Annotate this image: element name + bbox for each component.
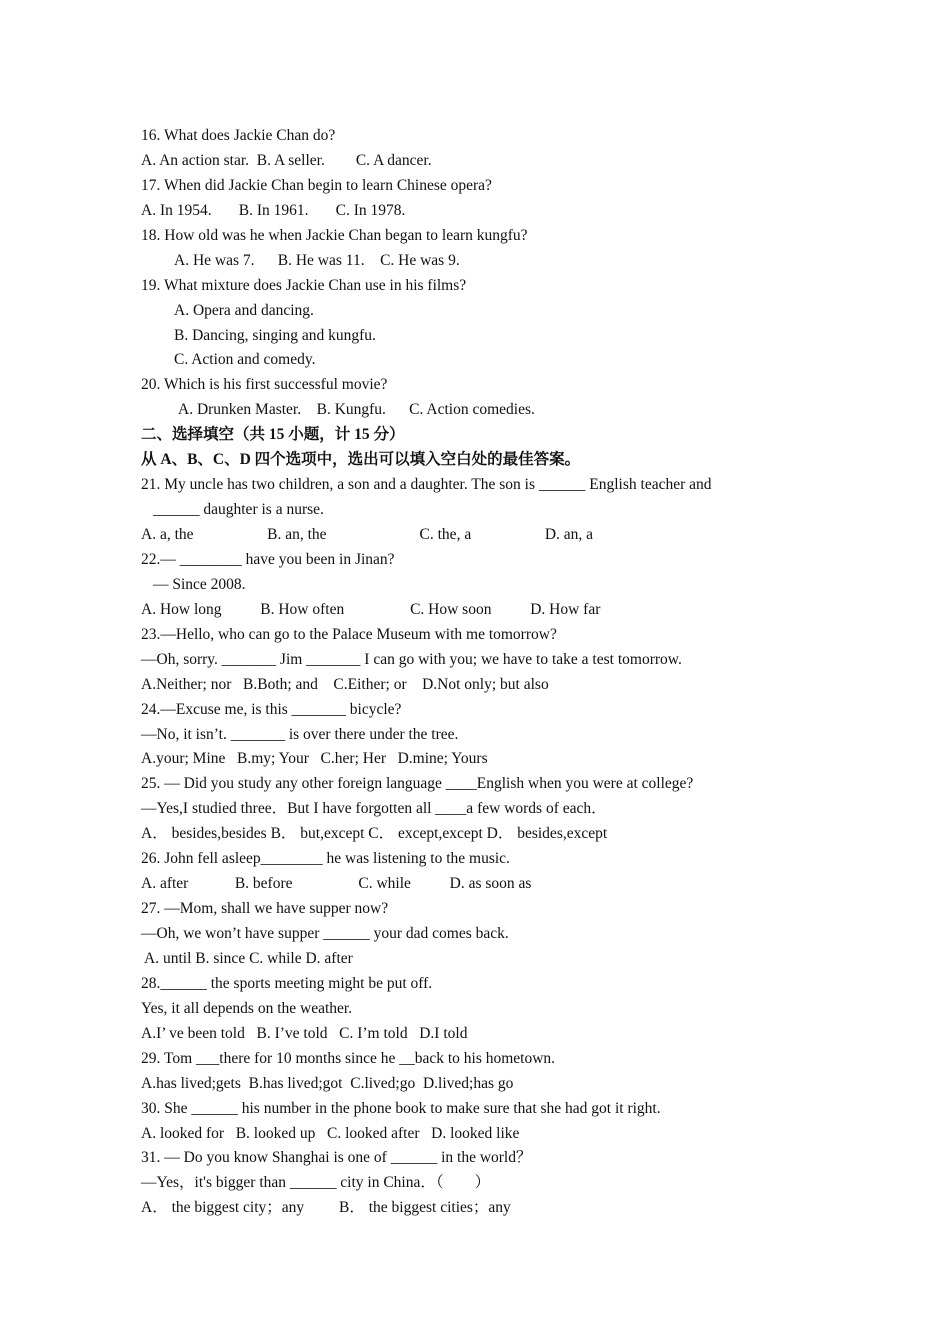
exam-line: 19. What mixture does Jackie Chan use in his films?: [141, 276, 467, 294]
exam-line: 16. What does Jackie Chan do?: [141, 127, 336, 144]
exam-line: 17. When did Jackie Chan begin to learn Chinese opera?: [141, 176, 492, 194]
exam-line: ______ daughter is a nurse.: [153, 501, 324, 519]
exam-line: 21. My uncle has two children, a son and a daughter. The son is ______ English teacher and: [141, 476, 712, 494]
exam-line: C. Action and comedy.: [174, 351, 316, 369]
section-heading: 二、选择填空（共 15 小题，计 15 分）: [141, 426, 405, 444]
exam-line: —Oh, sorry. _______ Jim _______ I can go with you; we have to take a test tomorrow.: [141, 650, 682, 668]
exam-line: 18. How old was he when Jackie Chan began to learn kungfu?: [141, 226, 528, 244]
exam-line: A. He was 7. B. He was 11. C. He was 9.: [174, 251, 460, 269]
exam-line: —Yes,I studied three．But I have forgotten all ____a few words of each．: [141, 800, 607, 818]
exam-line: A.has lived;gets B.has lived;got C.lived;go D.lived;has go: [141, 1074, 514, 1092]
exam-line: 28.______ the sports meeting might be put off.: [141, 974, 433, 992]
exam-line: A.your; Mine B.my; Your C.her; Her D.mine; Yours: [141, 750, 488, 768]
exam-line: A. Opera and dancing.: [174, 301, 314, 319]
exam-line: 29. Tom ___there for 10 months since he __back to his hometown.: [141, 1049, 556, 1067]
exam-line: 20. Which is his first successful movie?: [141, 376, 388, 394]
exam-line: 26. John fell asleep________ he was listening to the music.: [141, 850, 510, 868]
exam-line: 25. — Did you study any other foreign language ____English when you were at college?: [141, 775, 694, 793]
exam-line: A． the biggest city；any B． the biggest cities；any: [141, 1199, 511, 1217]
exam-line: A． besides,besides B． but,except C． except,except D． besides,except: [141, 825, 608, 843]
exam-line: A. How long B. How often C. How soon D. How far: [141, 600, 601, 618]
exam-line: A.I’ ve been told B. I’ve told C. I’m told D.I told: [141, 1024, 468, 1042]
exam-line: B. Dancing, singing and kungfu.: [174, 326, 376, 344]
exam-line: A. a, the B. an, the C. the, a D. an, a: [141, 526, 594, 543]
exam-line: 23.—Hello, who can go to the Palace Museum with me tomorrow?: [141, 625, 557, 643]
exam-line: A. Drunken Master. B. Kungfu. C. Action comedies.: [178, 401, 535, 419]
exam-line: A. until B. since C. while D. after: [141, 949, 353, 967]
exam-line: —Yes，it's bigger than ______ city in China．（ ）: [141, 1174, 491, 1192]
section-heading: 从 A、B、C、D 四个选项中，选出可以填入空白处的最佳答案。: [141, 451, 581, 469]
exam-line: A. looked for B. looked up C. looked after D. looked like: [141, 1124, 520, 1142]
exam-line: A.Neither; nor B.Both; and C.Either; or D.Not only; but also: [141, 675, 549, 693]
exam-line: —No, it isn’t. _______ is over there under the tree.: [141, 725, 459, 743]
exam-line: —Oh, we won’t have supper ______ your dad comes back.: [141, 925, 509, 942]
exam-line: 24.—Excuse me, is this _______ bicycle?: [141, 700, 402, 718]
exam-text-block: [141, 124, 821, 1221]
exam-line: 30. She ______ his number in the phone book to make sure that she had got it right.: [141, 1099, 661, 1117]
exam-line: A. An action star. B. A seller. C. A dancer.: [141, 151, 432, 169]
exam-line: Yes, it all depends on the weather.: [141, 999, 353, 1017]
exam-line: A. In 1954. B. In 1961. C. In 1978.: [141, 201, 406, 219]
exam-line: 31. — Do you know Shanghai is one of ______ in the world？: [141, 1149, 532, 1167]
exam-line: 27. —Mom, shall we have supper now?: [141, 900, 389, 918]
exam-line: 22.— ________ have you been in Jinan?: [141, 550, 395, 568]
exam-line: — Since 2008.: [153, 575, 246, 593]
exam-line: A. after B. before C. while D. as soon as: [141, 875, 532, 893]
